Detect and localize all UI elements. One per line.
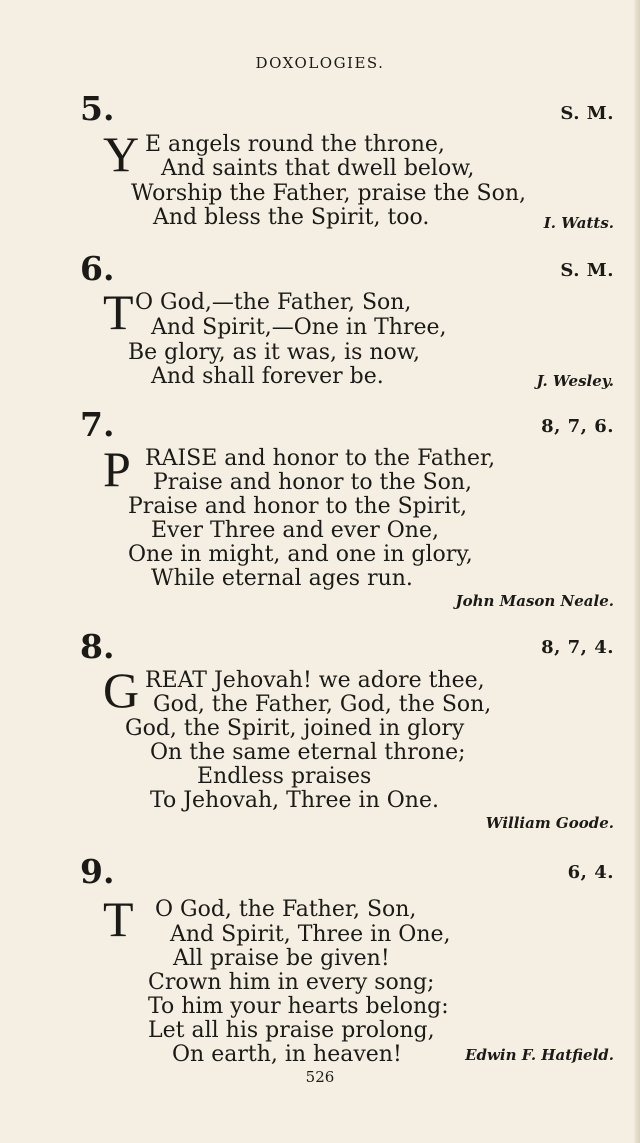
hymn-number: 7.	[80, 405, 115, 444]
hymn-author: J. Wesley.	[536, 372, 614, 390]
running-head: DOXOLOGIES.	[255, 54, 385, 72]
hymn-line: REAT Jehovah! we adore thee,	[145, 668, 485, 693]
hymn-line: Ever Three and ever One,	[151, 518, 439, 543]
hymn-meter: S. M.	[560, 103, 614, 124]
drop-cap: T	[103, 891, 134, 947]
hymn-meter: 8, 7, 6.	[541, 416, 614, 437]
hymn-line: On the same eternal throne;	[150, 740, 466, 765]
drop-cap: G	[103, 662, 140, 718]
hymn-line: E angels round the throne,	[145, 132, 445, 157]
hymn-line: RAISE and honor to the Father,	[145, 446, 496, 471]
hymn-author: Edwin F. Hatfield.	[465, 1046, 614, 1064]
hymn-line: And Spirit,—One in Three,	[151, 315, 447, 340]
hymn-number: 6.	[80, 249, 115, 288]
drop-cap: Y	[103, 126, 140, 182]
hymn-line: To Jehovah, Three in One.	[150, 788, 439, 813]
drop-cap: T	[103, 284, 134, 340]
hymn-line: O God, the Father, Son,	[155, 897, 417, 922]
hymn-meter: 8, 7, 4.	[541, 637, 614, 658]
page-edge	[634, 0, 640, 1143]
hymn-line: And Spirit, Three in One,	[170, 922, 451, 947]
hymn-line: Praise and honor to the Spirit,	[128, 494, 468, 519]
hymn-meter: 6, 4.	[567, 862, 614, 883]
drop-cap: P	[103, 441, 131, 497]
hymn-author: I. Watts.	[543, 214, 614, 232]
hymn-line: Praise and honor to the Son,	[153, 470, 473, 495]
hymn-line: O God,—the Father, Son,	[135, 290, 412, 315]
hymn-line: All praise be given!	[173, 946, 390, 971]
hymn-line: And saints that dwell below,	[161, 156, 475, 181]
hymn-author: William Goode.	[485, 814, 614, 832]
hymn-line: While eternal ages run.	[151, 566, 413, 591]
page-number: 526	[305, 1068, 335, 1086]
hymn-number: 8.	[80, 627, 115, 666]
hymn-line: And bless the Spirit, too.	[153, 205, 430, 230]
hymn-number: 5.	[80, 89, 115, 128]
hymn-line: Worship the Father, praise the Son,	[131, 181, 527, 206]
hymn-line: To him your hearts belong:	[148, 994, 449, 1019]
hymn-line: On earth, in heaven!	[172, 1042, 402, 1067]
hymn-line: Crown him in every song;	[148, 970, 435, 995]
hymn-line: God, the Spirit, joined in glory	[125, 716, 465, 741]
hymn-line: And shall forever be.	[151, 364, 384, 389]
hymn-line: Endless praises	[197, 764, 372, 789]
hymn-line: One in might, and one in glory,	[128, 542, 473, 567]
hymn-number: 9.	[80, 852, 115, 891]
hymn-meter: S. M.	[560, 260, 614, 281]
hymn-author: John Mason Neale.	[455, 592, 614, 610]
hymn-line: God, the Father, God, the Son,	[153, 692, 492, 717]
hymn-line: Be glory, as it was, is now,	[128, 340, 420, 365]
hymn-line: Let all his praise prolong,	[148, 1018, 435, 1043]
